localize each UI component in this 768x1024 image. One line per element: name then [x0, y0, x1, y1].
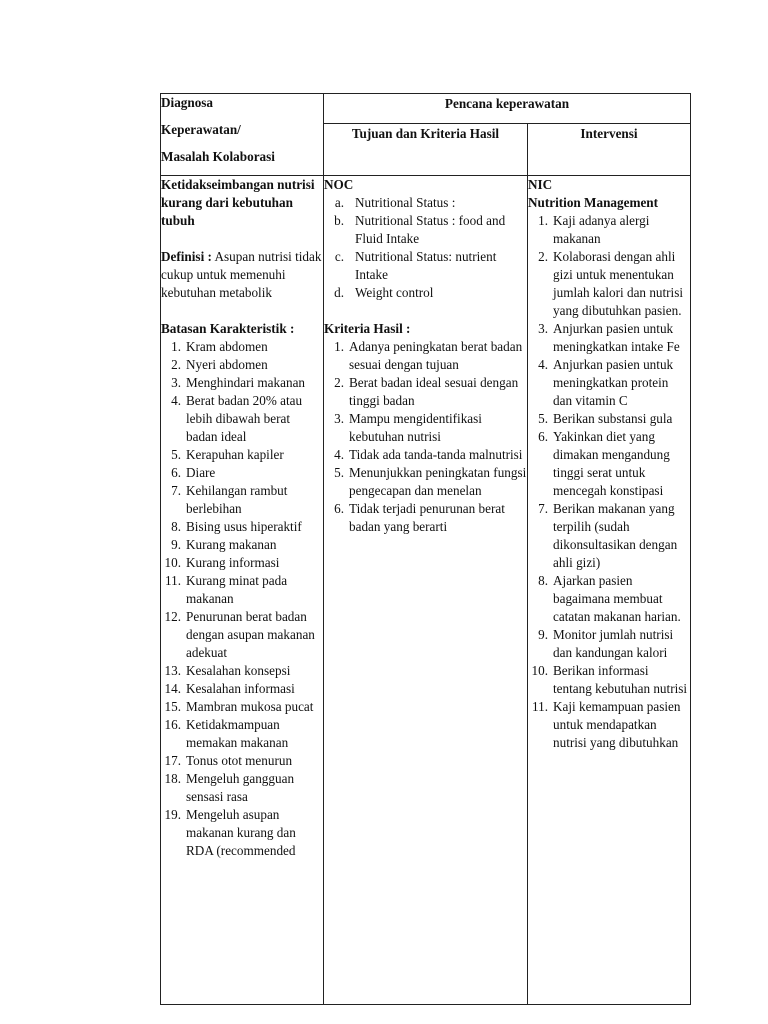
characteristic-item-text: Kurang makanan	[186, 537, 277, 552]
nic-title: Nutrition Management	[528, 195, 659, 210]
characteristic-item-text: Kehilangan rambut berlebihan	[186, 483, 288, 516]
nic-item	[528, 698, 690, 752]
characteristic-item-number: 1.	[171, 339, 181, 354]
nic-item	[528, 212, 690, 248]
characteristic-item	[161, 698, 323, 716]
noc-item-text: Nutritional Status : food and Fluid Intake	[355, 213, 506, 246]
criteria-item	[324, 374, 527, 410]
characteristic-item	[161, 374, 323, 392]
criteria-item-text: Menunjukkan peningkatan fungsi pengecapan dan menelan	[349, 465, 527, 498]
criteria-item-text: Mampu mengidentifikasi kebutuhan nutrisi	[349, 411, 482, 444]
criteria-item-number: 5.	[334, 465, 344, 480]
nic-item-number: 10.	[531, 663, 548, 678]
noc-item-text: Nutritional Status: nutrient Intake	[355, 249, 497, 282]
characteristic-item-text: Kesalahan konsepsi	[186, 663, 291, 678]
definition-label: Definisi :	[161, 249, 212, 264]
characteristic-item	[161, 356, 323, 374]
characteristic-item-text: Mambran mukosa pucat	[186, 699, 314, 714]
characteristic-item-text: Ketidakmampuan memakan makanan	[186, 717, 289, 750]
characteristic-item-text: Kurang informasi	[186, 555, 280, 570]
characteristic-item-number: 2.	[171, 357, 181, 372]
criteria-item-number: 2.	[334, 375, 344, 390]
criteria-item-text: Tidak ada tanda-tanda malnutrisi	[349, 447, 523, 462]
characteristic-item	[161, 608, 323, 662]
noc-item	[324, 212, 527, 248]
characteristic-item-number: 14.	[164, 681, 181, 696]
criteria-item-number: 1.	[334, 339, 344, 354]
characteristic-item	[161, 680, 323, 698]
criteria-item-text: Berat badan ideal sesuai dengan tinggi badan	[349, 375, 519, 408]
characteristic-item	[161, 716, 323, 752]
goals-header: Tujuan dan Kriteria Hasil	[351, 126, 500, 142]
nic-item-text: Monitor jumlah nutrisi dan kandungan kalori	[553, 627, 674, 660]
characteristics-list	[161, 338, 323, 860]
intervention-header: Intervensi	[580, 126, 638, 142]
nic-item-number: 11.	[532, 699, 548, 714]
goals-header-cell	[324, 124, 528, 176]
characteristic-item-text: Menghindari makanan	[186, 375, 306, 390]
nic-item-number: 4.	[538, 357, 548, 372]
characteristic-item-text: Penurunan berat badan dengan asupan makanan adekuat	[186, 609, 315, 660]
care-plan-header: Pencana keperawatan	[444, 96, 570, 111]
nic-item	[528, 500, 690, 572]
characteristic-item-text: Tonus otot menurun	[186, 753, 293, 768]
diagnosis-header-line1: Diagnosa	[161, 95, 214, 110]
characteristic-item-number: 15.	[164, 699, 181, 714]
characteristic-item-text: Mengeluh asupan makanan kurang dan RDA (recommended	[186, 807, 296, 858]
characteristic-item	[161, 770, 323, 806]
criteria-label: Kriteria Hasil :	[324, 321, 411, 336]
diagnosis-header-line3: Masalah Kolaborasi	[161, 149, 275, 164]
diagnosis-header-cell	[161, 94, 324, 176]
nic-item-number: 8.	[538, 573, 548, 588]
characteristic-item-number: 16.	[164, 717, 181, 732]
noc-item-number: b.	[334, 213, 344, 228]
characteristic-item-text: Kerapuhan kapiler	[186, 447, 284, 462]
noc-cell	[324, 176, 528, 1005]
nic-list	[528, 212, 690, 752]
characteristic-item-number: 5.	[171, 447, 181, 462]
criteria-list	[324, 338, 527, 536]
characteristic-item-number: 8.	[171, 519, 181, 534]
criteria-item	[324, 410, 527, 446]
characteristic-item-text: Kesalahan informasi	[186, 681, 295, 696]
nic-item-text: Berikan makanan yang terpilih (sudah dikonsultasikan dengan ahli gizi)	[553, 501, 678, 570]
characteristic-item-number: 6.	[171, 465, 181, 480]
characteristic-item	[161, 752, 323, 770]
noc-item-number: c.	[334, 249, 344, 264]
nic-item-text: Berikan informasi tentang kebutuhan nutrisi	[553, 663, 688, 696]
noc-item	[324, 194, 527, 212]
characteristic-item-number: 12.	[164, 609, 181, 624]
characteristic-item	[161, 392, 323, 446]
characteristic-item-text: Bising usus hiperaktif	[186, 519, 302, 534]
characteristic-item-number: 11.	[165, 573, 181, 588]
nic-item-text: Kolaborasi dengan ahli gizi untuk menentukan jumlah kalori dan nutrisi yang dibutuhkan pasien.	[553, 249, 684, 318]
characteristic-item-number: 9.	[171, 537, 181, 552]
characteristic-item	[161, 482, 323, 518]
definition	[161, 248, 323, 302]
nic-item-text: Anjurkan pasien untuk meningkatkan intake Fe	[553, 321, 680, 354]
noc-item	[324, 248, 527, 284]
characteristic-item	[161, 464, 323, 482]
nic-item-text: Ajarkan pasien bagaimana membuat catatan makanan harian.	[553, 573, 681, 624]
noc-item-number: d.	[334, 285, 344, 300]
care-plan-header-cell	[324, 94, 691, 124]
criteria-item-number: 3.	[334, 411, 344, 426]
nic-item	[528, 410, 690, 428]
criteria-item-number: 4.	[334, 447, 344, 462]
criteria-item	[324, 338, 527, 374]
nic-item	[528, 248, 690, 320]
nic-label: NIC	[528, 177, 553, 192]
criteria-item-text: Tidak terjadi penurunan berat badan yang berarti	[349, 501, 505, 534]
characteristic-item	[161, 446, 323, 464]
diagnosis-cell	[161, 176, 324, 1005]
characteristic-item-text: Diare	[186, 465, 216, 480]
nursing-care-plan-table	[160, 93, 691, 1005]
nic-item	[528, 320, 690, 356]
noc-item	[324, 284, 527, 302]
noc-item-text: Weight control	[355, 285, 434, 300]
characteristic-item-text: Nyeri abdomen	[186, 357, 268, 372]
characteristic-item-text: Kurang minat pada makanan	[186, 573, 288, 606]
characteristics-label: Batasan Karakteristik :	[161, 321, 295, 336]
noc-list	[324, 194, 527, 302]
nic-item	[528, 428, 690, 500]
characteristic-item	[161, 554, 323, 572]
nic-item-number: 3.	[538, 321, 548, 336]
characteristic-item-number: 3.	[171, 375, 181, 390]
characteristic-item-number: 13.	[164, 663, 181, 678]
criteria-item	[324, 464, 527, 500]
diagnosis-header-line2: Keperawatan/	[161, 122, 241, 137]
nic-item-number: 6.	[538, 429, 548, 444]
nic-item-number: 7.	[538, 501, 548, 516]
nic-item-text: Anjurkan pasien untuk meningkatkan protein dan vitamin C	[553, 357, 674, 408]
characteristic-item-number: 10.	[164, 555, 181, 570]
characteristic-item-text: Berat badan 20% atau lebih dibawah berat badan ideal	[186, 393, 303, 444]
characteristic-item-number: 19.	[164, 807, 181, 822]
criteria-item-text: Adanya peningkatan berat badan sesuai dengan tujuan	[349, 339, 523, 372]
characteristic-item-number: 4.	[171, 393, 181, 408]
nic-item-text: Yakinkan diet yang dimakan mengandung tinggi serat untuk mencegah konstipasi	[553, 429, 670, 498]
noc-item-number: a.	[334, 195, 344, 210]
nic-item	[528, 626, 690, 662]
nic-item-number: 9.	[538, 627, 548, 642]
characteristic-item-text: Kram abdomen	[186, 339, 268, 354]
nic-item-text: Berikan substansi gula	[553, 411, 673, 426]
characteristic-item	[161, 536, 323, 554]
nic-cell	[528, 176, 691, 1005]
nic-item-text: Kaji adanya alergi makanan	[553, 213, 650, 246]
characteristic-item	[161, 662, 323, 680]
characteristic-item	[161, 518, 323, 536]
intervention-header-cell	[528, 124, 691, 176]
noc-label: NOC	[324, 177, 354, 192]
definition-text: Asupan nutrisi tidak cukup untuk memenuhi kebutuhan metabolik	[161, 249, 322, 300]
characteristic-item-number: 18.	[164, 771, 181, 786]
criteria-item	[324, 446, 527, 464]
criteria-item-number: 6.	[334, 501, 344, 516]
characteristic-item	[161, 572, 323, 608]
noc-item-text: Nutritional Status :	[355, 195, 456, 210]
nic-item-number: 5.	[538, 411, 548, 426]
characteristic-item	[161, 338, 323, 356]
nic-item	[528, 356, 690, 410]
nic-item-number: 1.	[538, 213, 548, 228]
characteristic-item-number: 17.	[164, 753, 181, 768]
nic-item	[528, 662, 690, 698]
nic-item-text: Kaji kemampuan pasien untuk mendapatkan nutrisi yang dibutuhkan	[553, 699, 681, 750]
characteristic-item-text: Mengeluh gangguan sensasi rasa	[186, 771, 295, 804]
diagnosis-title: Ketidakseimbangan nutrisi kurang dari kebutuhan tubuh	[161, 177, 315, 228]
nic-item	[528, 572, 690, 626]
characteristic-item	[161, 806, 323, 860]
characteristic-item-number: 7.	[171, 483, 181, 498]
nic-item-number: 2.	[538, 249, 548, 264]
criteria-item	[324, 500, 527, 536]
